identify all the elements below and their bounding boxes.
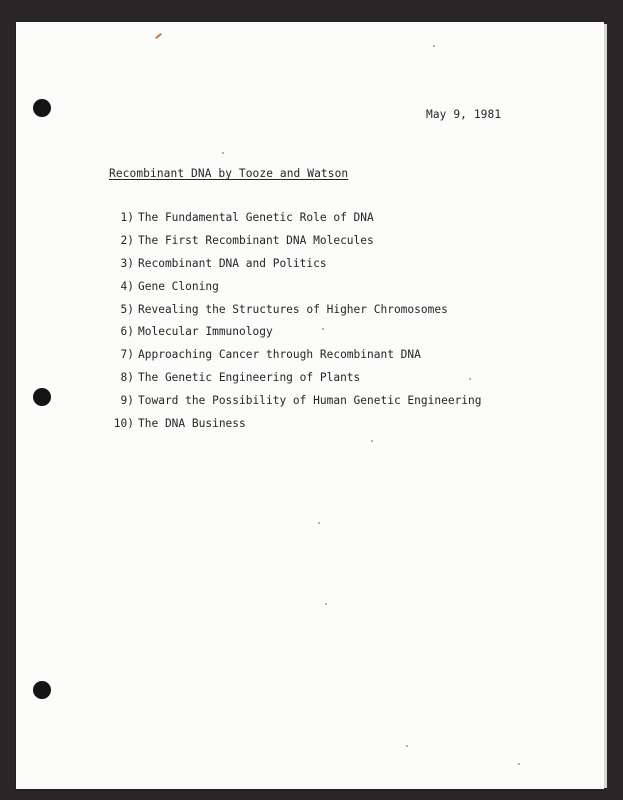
list-item-text: The Genetic Engineering of Plants <box>138 371 361 385</box>
sheet-edge <box>604 24 607 788</box>
list-item-text: The Fundamental Genetic Role of DNA <box>138 211 374 224</box>
list-item-text: Gene Cloning <box>138 279 219 293</box>
list-item-text: Approaching Cancer through Recombinant DNA <box>138 348 421 362</box>
punch-hole-top <box>33 99 51 117</box>
list-item-number: 10) <box>113 417 134 431</box>
paper-speck <box>318 522 320 524</box>
paper-speck <box>325 603 327 605</box>
list-item-text: Toward the Possibility of Human Genetic Engineering <box>138 394 482 408</box>
punch-hole-middle <box>33 388 51 406</box>
list-item-number: 2) <box>120 233 134 247</box>
paper-speck <box>518 763 520 765</box>
paper-speck <box>469 378 471 380</box>
punch-hole-bottom <box>33 681 51 699</box>
list-item-number: 1) <box>120 211 134 224</box>
list-item-number: 9) <box>120 394 134 408</box>
list-item-text: Recombinant DNA and Politics <box>138 256 327 270</box>
list-item-text: The First Recombinant DNA Molecules <box>138 233 374 247</box>
list-item-number: 7) <box>120 348 134 362</box>
paper-speck <box>371 440 373 442</box>
list-item-number: 8) <box>120 371 134 385</box>
list-item-text: Revealing the Structures of Higher Chromosomes <box>138 302 448 316</box>
list-item-number: 5) <box>120 302 134 316</box>
list-item-text: Molecular Immunology <box>138 325 273 339</box>
list-item-number: 3) <box>120 256 134 270</box>
list-item-number: 6) <box>120 325 134 339</box>
paper-speck <box>222 152 224 154</box>
paper-speck <box>322 328 324 330</box>
paper-speck <box>406 745 408 747</box>
document-date: May 9, 1981 <box>426 108 502 121</box>
list-item-text: The DNA Business <box>138 417 246 431</box>
list-item-number: 4) <box>120 279 134 293</box>
paper-speck <box>433 45 435 47</box>
document-title: Recombinant DNA by Tooze and Watson <box>109 167 349 180</box>
